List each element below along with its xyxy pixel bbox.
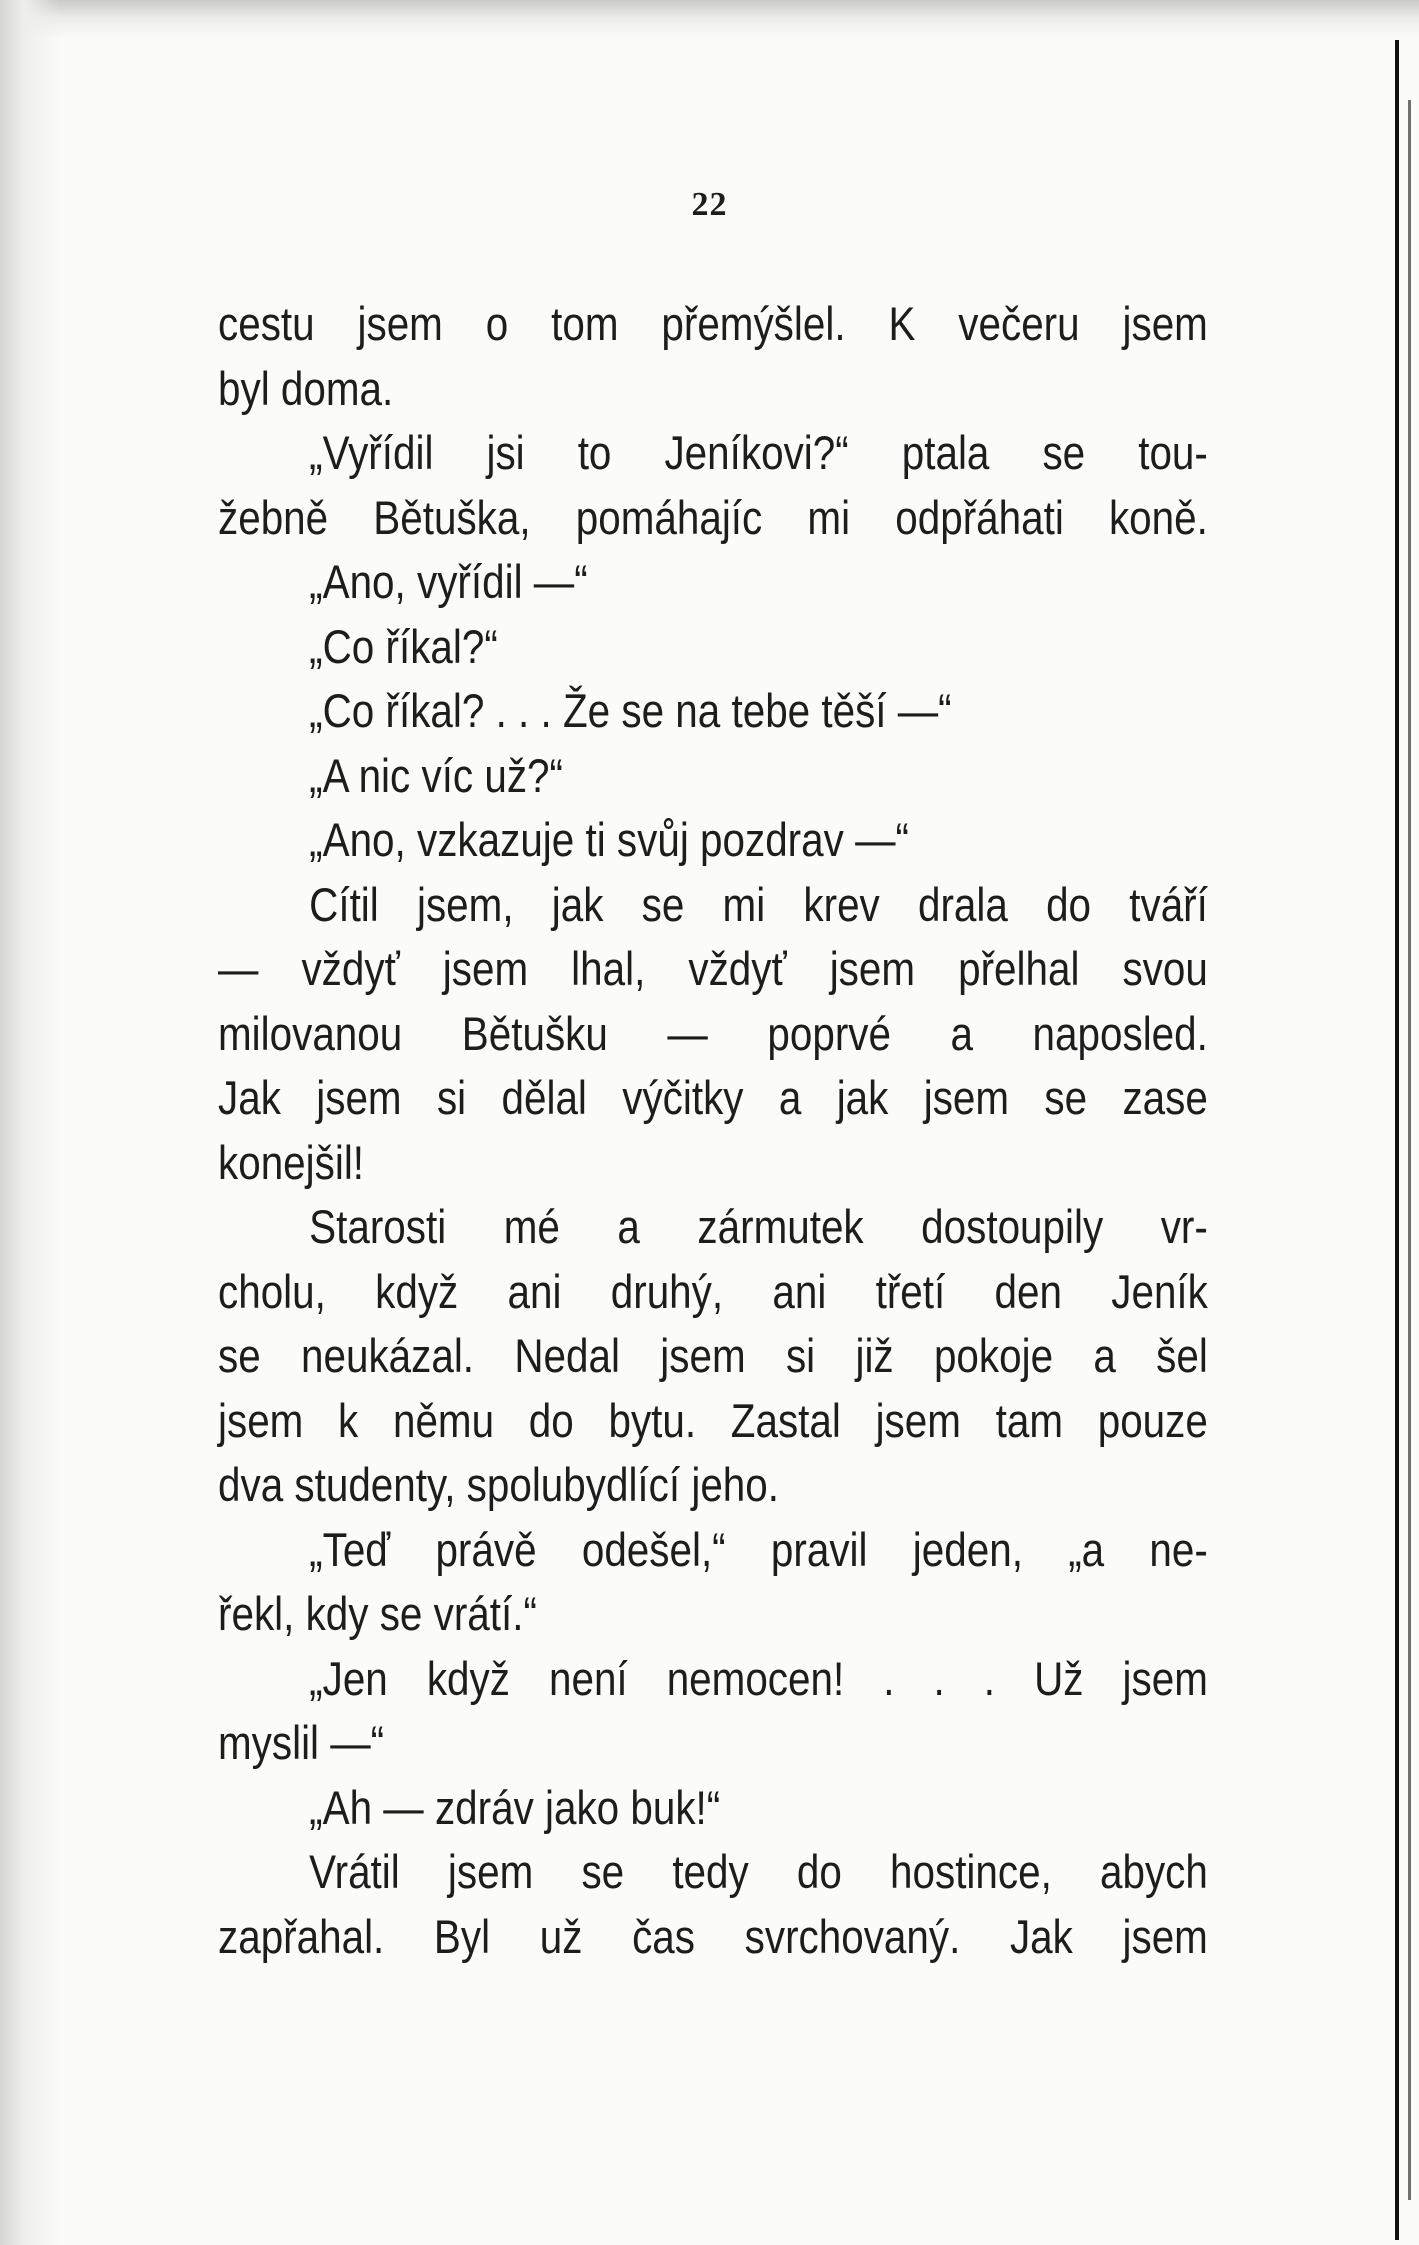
text-line: — vždyť jsem lhal, vždyť jsem přelhal svou: [218, 942, 1208, 995]
text-line: „Ano, vzkazuje ti svůj pozdrav —“: [309, 813, 909, 866]
text-line: cholu, když ani druhý, ani třetí den Jeník: [218, 1264, 1208, 1318]
scan-right-edge: [1395, 40, 1399, 2240]
text-line: myslil —“: [218, 1716, 385, 1769]
text-line: dva studenty, spolubydlící jeho.: [218, 1458, 779, 1511]
text-line: žebně Bětuška, pomáhajíc mi odpřáhati koně.: [218, 490, 1208, 544]
text-line: „Jen když není nemocen! . . . Už jsem: [309, 1651, 1208, 1705]
text-line: konejšil!: [218, 1135, 365, 1189]
text-line: byl doma.: [218, 361, 394, 415]
text-line: „Co říkal? . . . Že se na tebe těší —“: [309, 684, 952, 737]
scan-left-edge: [0, 0, 60, 2245]
text-line: Jak jsem si dělal výčitky a jak jsem se zase: [218, 1071, 1208, 1124]
page-number: 22: [691, 186, 728, 223]
text-line: řekl, kdy se vrátí.“: [218, 1587, 537, 1640]
text-line: cestu jsem o tom přemýšlel. K večeru jsem: [218, 297, 1208, 350]
text-line: „Ano, vyřídil —“: [309, 555, 588, 608]
text-line: jsem k němu do bytu. Zastal jsem tam pouze: [218, 1393, 1208, 1447]
scan-right-edge-shadow: [1408, 100, 1411, 2200]
text-line: „Ah — zdráv jako buk!“: [309, 1780, 721, 1834]
text-line: milovanou Bětušku — poprvé a naposled.: [218, 1006, 1208, 1060]
text-line: Vrátil jsem se tedy do hostince, abych: [309, 1845, 1208, 1898]
text-line: se neukázal. Nedal jsem si již pokoje a šel: [218, 1329, 1208, 1382]
text-line: „Vyřídil jsi to Jeníkovi?“ ptala se tou-: [309, 426, 1208, 479]
scan-top-edge: [0, 0, 1419, 40]
text-line: „Co říkal?“: [309, 619, 498, 673]
text-line: Cítil jsem, jak se mi krev drala do tváří: [309, 877, 1208, 931]
body-text: [218, 292, 1208, 1969]
text-line: zapřahal. Byl už čas svrchovaný. Jak jsem: [218, 1909, 1208, 1963]
text-line: „Teď právě odešel,“ pravil jeden, „a ne-: [309, 1522, 1208, 1576]
text-line: Starosti mé a zármutek dostoupily vr-: [309, 1200, 1208, 1253]
text-line: „A nic víc už?“: [309, 748, 563, 802]
